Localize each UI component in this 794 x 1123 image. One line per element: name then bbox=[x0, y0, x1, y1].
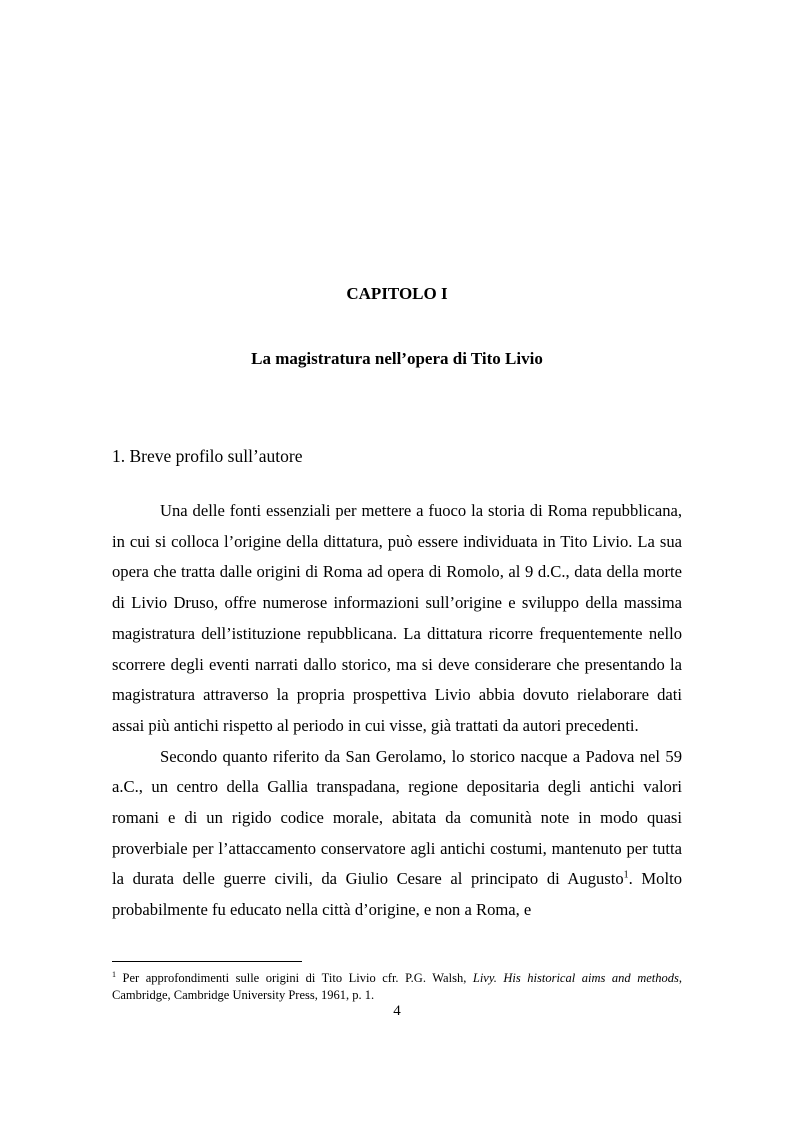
body-text bbox=[112, 496, 682, 926]
chapter-title: La magistratura nell’opera di Tito Livio bbox=[251, 349, 543, 368]
chapter-heading: CAPITOLO I bbox=[346, 284, 448, 303]
page-number: 4 bbox=[393, 1003, 401, 1019]
footnote-separator bbox=[112, 961, 302, 962]
section-heading: 1. Breve profilo sull’autore bbox=[112, 446, 303, 466]
footnote-number: 1 bbox=[112, 969, 116, 979]
footnote-book-title: Livy. His historical aims and methods bbox=[472, 971, 679, 985]
footnote-reference[interactable]: 1 bbox=[623, 869, 629, 881]
paragraph-2 bbox=[112, 742, 682, 926]
paragraph-2-text: Secondo quanto riferito da San Gerolamo, lo storico nacque a Padova nel 59 a.C., un centro della Gallia transpadana, regione depositaria degli antichi valori romani e di un rigido codice morale, abitata da comunità note in modo quasi proverbiale per l’attaccamento conservatore agli antichi costumi, mantenuto per tutta la durata delle guerre civili, da Giulio Cesare al principato di Augusto bbox=[112, 746, 682, 889]
paragraph-2-tail: . Molto probabilmente fu educato nella città d’origine, e non a Roma, e bbox=[112, 869, 682, 920]
footnote bbox=[112, 970, 682, 1004]
footnote-text-before: Per approfondimenti sulle origini di Tito Livio cfr. P.G. Walsh, bbox=[116, 971, 473, 985]
paragraph-1: Una delle fonti essenziali per mettere a fuoco la storia di Roma repubblicana, in cui si colloca l’origine della dittatura, può essere individuata in Tito Livio. La sua opera che tratta dalle origini di Roma ad opera di Romolo, al 9 d.C., data della morte di Livio Druso, offre numerose informazioni sull’origine e sviluppo della massima magistratura dell’istituzione repubblicana. La dittatura ricorre frequentemente nello scorrere degli eventi narrati dallo storico, ma si deve considerare che presentando la magistratura attraverso la propria prospettiva Livio abbia dovuto rielaborare dati assai più antichi rispetto al periodo in cui visse, già trattati da autori precedenti. bbox=[112, 501, 682, 735]
footnote-text-after: , Cambridge, Cambridge University Press, 1961, p. 1. bbox=[112, 971, 682, 1002]
